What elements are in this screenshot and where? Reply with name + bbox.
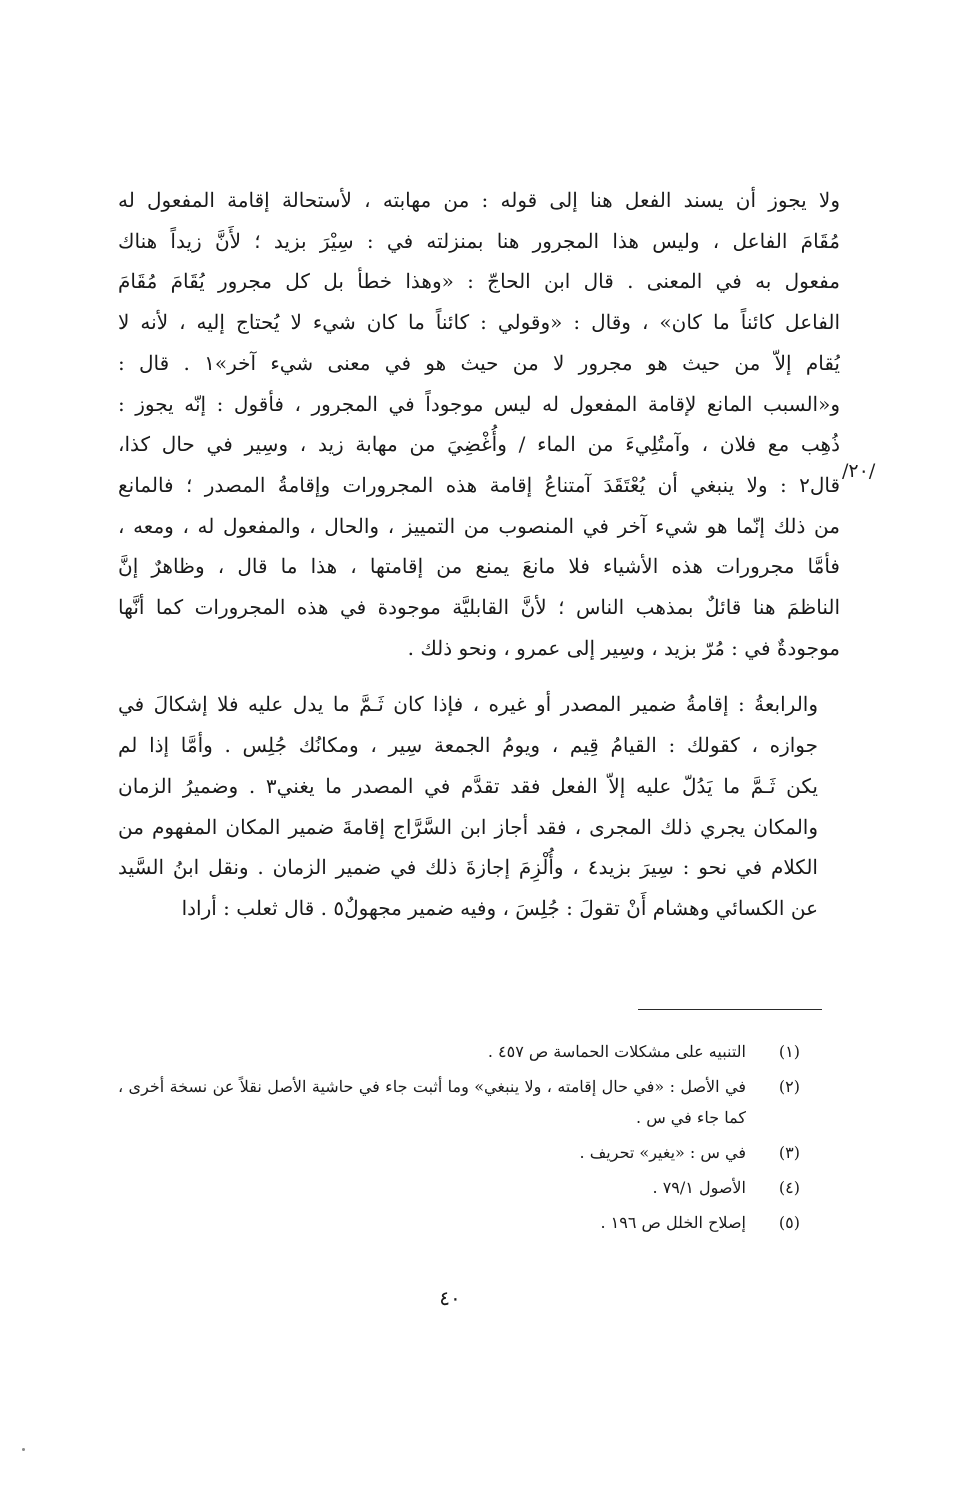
paragraph-1 [118, 180, 840, 668]
footnote-text: في الأصل : «في حال إقامته ، ولا ينبغي» وما أثبت جاء في حاشية الأصل نقلاً عن نسخة أخرى ، كما جاء في س . [118, 1077, 746, 1127]
paragraph-1-line: مفعول به في المعنى . قال ابن الحاجّ : «وهذا خطأ بل كل مجرور يُقَامَ مُقَامَ [118, 269, 840, 294]
footnote [118, 1036, 800, 1067]
paragraph-2-line: يكن ثَـمَّ ما يَدُلّ عليه إلاّ الفعل فقد تقدَّم في المصدر ما يغني٣ . وضميرُ الزمان [118, 773, 818, 798]
paragraph-1-line: ولا يجوز أن يسند الفعل هنا إلى قوله : من مهابته ، لأستحالة إقامة المفعول له [118, 188, 840, 212]
main-text-body [118, 180, 840, 929]
paragraph-2-line: الكلام في نحو : سِيرَ بزيد٤ ، وأُلْزِمَ إجازةَ ذلك في ضمير الزمان . ونقل ابنُ السَّيد [118, 855, 818, 880]
footnote-text: في س : «يغير» تحريف . [579, 1143, 746, 1162]
paragraph-1-line: موجودةٌ في : مُرّ بزيد ، وسِير إلى عمرو ، ونحو ذلك . [407, 635, 840, 660]
footnote-number: (٥) [778, 1213, 800, 1232]
paragraph-1-line: يُقام إلاّ من حيث هو مجرور لا من حيث هو في معنى شيء آخر»١ . قال : [118, 350, 840, 375]
paragraph-1-line: الناظمَ هنا قائلٌ بمذهب الناس ؛ لأنَّ القابليَّة موجودة في هذه المجرورات كما أنَّها [118, 595, 840, 620]
paragraph-1-line: الفاعل كائناً ما كان» ، وقال : «وقولي : كائناً ما كان شيء لا يُحتاج إليه ، لأنه لا [118, 310, 840, 335]
paragraph-1-line: من ذلك إنّما هو شيء آخر في المنصوب من التمييز ، والحال ، والمفعول له ، ومعه ، [118, 513, 840, 538]
page-number: ٤٠ [439, 1286, 461, 1310]
footnotes [118, 1036, 800, 1242]
paragraph-1-line: و«السبب المانع لإقامة المفعول له ليس موجوداً في المجرور ، فأقول : إنّه يجوز : [118, 391, 840, 416]
paragraph-1-line: ذُهِب مع فلان ، وآمتُلِيءَ من الماء / وأُغْضِيَ من مهابة زيد ، وسِير في حال كذا، [118, 432, 840, 457]
margin-reference: /٢٠/ [842, 460, 876, 482]
footnote-number: (٢) [778, 1077, 800, 1096]
paragraph-1-line: مُقَامَ الفاعل ، وليس هذا المجرور هنا بمنزلته في : سِيْرَ بزيد ؛ لأَنَّ زيداً هناك [118, 228, 840, 253]
footnote-text: التنبيه على مشكلات الحماسة ص ٤٥٧ . [487, 1042, 746, 1061]
paragraph-2 [118, 684, 840, 928]
footnote-text: الأصول ٧٩/١ . [652, 1178, 746, 1197]
footnote [118, 1137, 800, 1168]
footnote [118, 1172, 800, 1203]
footnote-number: (٤) [778, 1178, 800, 1197]
footnote-separator [638, 1009, 822, 1010]
footnote [118, 1071, 800, 1133]
paragraph-2-line: والرابعةُ : إقامةُ ضمير المصدر أو غيره ، فإذا كان ثَـمَّ ما يدل عليه فلا إشكالَ في [118, 692, 818, 717]
footnote-number: (١) [778, 1042, 800, 1061]
paragraph-1-line: قال٢ : ولا ينبغي أن يُعْتَقَدَ آمتناعُ إقامة هذه المجرورات وإقامةُ المصدر ؛ فالمانع [118, 472, 840, 497]
paragraph-2-line: والمكان يجري ذلك المجرى ، فقد أجاز ابن السَّرَّاج إقامةَ ضمير المكان المفهوم من [118, 814, 818, 839]
footnote-text: إصلاح الخلل ص ١٩٦ . [600, 1213, 746, 1232]
paragraph-2-line: عن الكسائي وهشام أَنْ تقولَ : جُلِسَ ، وفيه ضمير مجهولٌ٥ . قال ثعلب : أرادا [181, 895, 818, 920]
paragraph-2-line: جوازه ، كقولك : القيامُ قِيم ، ويومُ الجمعة سِير ، ومكانُك جُلِس . وأمَّا إذا لم [118, 733, 818, 758]
footnote [118, 1207, 800, 1238]
scan-speck [22, 1448, 25, 1451]
paragraph-1-line: فأمَّا مجرورات هذه الأشياء فلا مانعَ يمنع من إقامتها ، هذا ما قال ، وظاهرٌ إنَّ [118, 554, 840, 579]
footnote-number: (٣) [778, 1143, 800, 1162]
